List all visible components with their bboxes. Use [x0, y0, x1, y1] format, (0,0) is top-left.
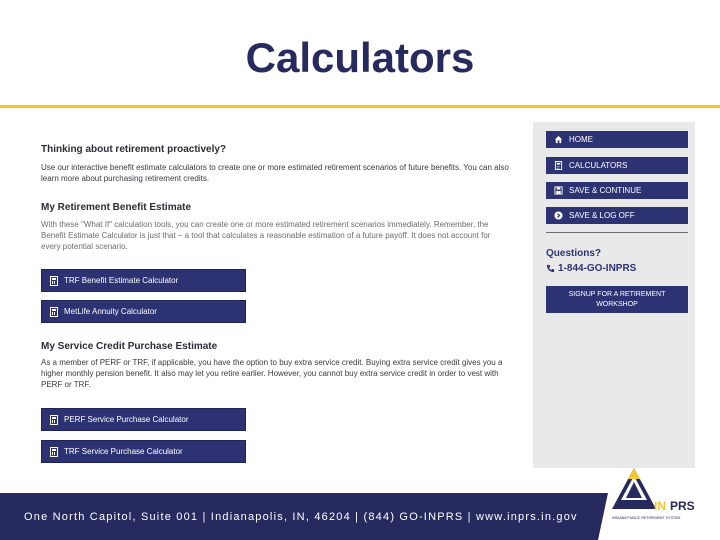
questions-heading: Questions?	[546, 248, 602, 259]
calculator-icon	[50, 276, 58, 286]
perf-service-purchase-button[interactable]	[41, 408, 246, 431]
svg-text:IN: IN	[654, 499, 666, 513]
phone-number: 1-844-GO-INPRS	[558, 263, 637, 274]
button-label: PERF Service Purchase Calculator	[64, 415, 189, 424]
button-label: TRF Benefit Estimate Calculator	[64, 276, 179, 285]
title-divider	[0, 105, 720, 108]
heading-benefit-estimate: My Retirement Benefit Estimate	[41, 202, 192, 213]
calculator-icon	[50, 307, 58, 317]
calculator-icon	[50, 415, 58, 425]
save-icon	[554, 186, 563, 195]
nav-home[interactable]	[546, 131, 688, 148]
svg-text:PRS: PRS	[670, 499, 695, 513]
home-icon	[554, 135, 563, 144]
svg-text:INDIANA PUBLIC RETIREMENT SYST: INDIANA PUBLIC RETIREMENT SYSTEM	[612, 516, 681, 520]
button-label: TRF Service Purchase Calculator	[64, 447, 183, 456]
nav-calculators[interactable]	[546, 157, 688, 174]
sidebar	[533, 122, 695, 468]
service-credit-paragraph: As a member of PERF or TRF, if applicable, you have the option to buy extra service credit. Buying extra service credit gives you a higher monthly pension benefit. It also may let you retire earlier. However, you cannot buy extra service credit in order to vest with PERF or TRF.	[41, 358, 503, 389]
inprs-logo	[598, 462, 720, 540]
logoff-icon	[554, 211, 563, 220]
nav-save-continue[interactable]	[546, 182, 688, 199]
logo-graphic	[598, 462, 720, 540]
calculator-icon	[50, 447, 58, 457]
phone-icon	[546, 264, 555, 273]
heading-service-credit: My Service Credit Purchase Estimate	[41, 341, 218, 352]
nav-save-logoff[interactable]	[546, 207, 688, 224]
nav-label: CALCULATORS	[569, 161, 628, 170]
nav-label: SAVE & LOG OFF	[569, 211, 635, 220]
heading-proactive: Thinking about retirement proactively?	[41, 144, 227, 155]
phone-link[interactable]	[546, 263, 636, 274]
calculator-icon	[554, 161, 563, 170]
trf-benefit-estimate-button[interactable]	[41, 269, 246, 292]
nav-label: HOME	[569, 135, 593, 144]
footer-address: One North Capitol, Suite 001 | Indianapolis, IN, 46204 | (844) GO-INPRS | www.inprs.in.gov	[24, 511, 578, 523]
nav-label: SAVE & CONTINUE	[569, 186, 642, 195]
screenshot-panel	[31, 122, 695, 468]
benefit-estimate-paragraph: With these "What If" calculation tools, you can create one or more estimated retirement scenarios immediately. Remember, the Benefit Estimate Calculator is just that – a tool that calculates a reasonable estimation of a future payoff. It does not account for every potential scenario.	[41, 220, 491, 251]
sidebar-divider	[546, 232, 688, 233]
metlife-annuity-button[interactable]	[41, 300, 246, 323]
workshop-signup-button[interactable]: SIGNUP FOR A RETIREMENT WORKSHOP	[546, 286, 688, 313]
slide-title: Calculators	[245, 34, 475, 81]
trf-service-purchase-button[interactable]	[41, 440, 246, 463]
intro-paragraph: Use our interactive benefit estimate calculators to create one or more estimated retirement scenarios of future benefits. You can also learn more about purchasing retirement credits.	[41, 163, 509, 183]
button-label: MetLife Annuity Calculator	[64, 307, 157, 316]
